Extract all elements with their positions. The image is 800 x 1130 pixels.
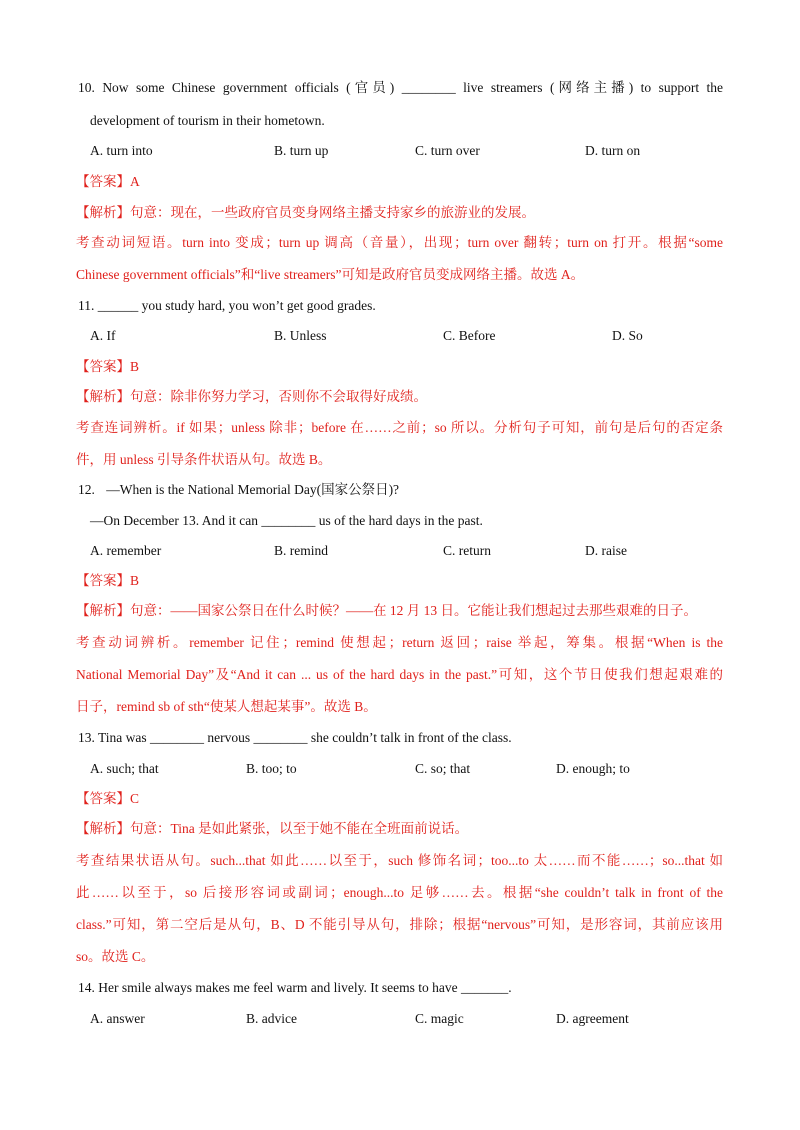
answer-label: 【答案】C (76, 791, 140, 806)
question-13-stem (78, 729, 512, 747)
explanation-line: 考查连词辨析。if 如果；unless 除非；before 在……之前；so 所以。分析句子可知，前句是后句的否定条 (76, 420, 723, 435)
option-d: D. So (612, 328, 643, 343)
question-10-stem-line2: development of tourism in their hometown. (90, 113, 325, 128)
answer-label: 【答案】B (76, 359, 140, 374)
explanation-line: 【解析】句意：除非你努力学习，否则你不会取得好成绩。 (76, 389, 427, 404)
option-a: A. If (90, 328, 116, 343)
question-10-stem-line1 (78, 79, 723, 97)
option-c: C. magic (415, 1011, 464, 1026)
question-number: 10. (78, 80, 95, 95)
option-c: C. return (443, 543, 491, 558)
question-number: 12. (78, 482, 95, 497)
explanation-line: 考查动词辨析。remember 记住；remind 使想起；return 返回；raise 举起，筹集。根据“When is the (76, 635, 723, 650)
option-c: C. so; that (415, 761, 471, 776)
option-c: C. turn over (415, 143, 480, 158)
option-d: D. raise (585, 543, 627, 558)
option-a: A. turn into (90, 143, 153, 158)
explanation-line: National Memorial Day”及“And it can ... us of the hard days in the past.”可知，这个节日使我们想起艰难的 (76, 667, 723, 682)
option-d: D. enough; to (556, 761, 630, 776)
explanation-line: 【解析】句意：现在，一些政府官员变身网络主播支持家乡的旅游业的发展。 (76, 205, 535, 220)
option-d: D. turn on (585, 143, 641, 158)
question-text: ______ you study hard, you won’t get good grades. (97, 298, 376, 313)
explanation-line: 日子，remind sb of sth“使某人想起某事”。故选 B。 (76, 699, 377, 714)
explanation-line: 【解析】句意：——国家公祭日在什么时候？——在 12 月 13 日。它能让我们想起过去那些艰难的日子。 (76, 603, 697, 618)
question-text: Tina was ________ nervous ________ she couldn’t talk in front of the class. (98, 730, 512, 745)
option-b: B. remind (274, 543, 328, 558)
option-b: B. too; to (246, 761, 297, 776)
question-text: Now some Chinese government officials (官员) ________ live streamers (网络主播) to support the (102, 80, 724, 95)
question-text: Her smile always makes me feel warm and lively. It seems to have _______. (98, 980, 512, 995)
question-text: —When is the National Memorial Day(国家公祭日)? (106, 482, 400, 497)
option-a: A. remember (90, 543, 162, 558)
option-a: A. answer (90, 1011, 145, 1026)
answer-label: 【答案】A (76, 174, 140, 189)
option-c: C. Before (443, 328, 496, 343)
explanation-line: 考查动词短语。turn into 变成；turn up 调高（音量），出现；turn over 翻转；turn on 打开。根据“some (76, 235, 723, 250)
explanation-line: 件，用 unless 引导条件状语从句。故选 B。 (76, 452, 332, 467)
answer-label: 【答案】B (76, 573, 140, 588)
option-b: B. turn up (274, 143, 329, 158)
explanation-line: 考查结果状语从句。such...that 如此……以至于，such 修饰名词；too...to 太……而不能……；so...that 如 (76, 853, 723, 868)
question-11-stem (78, 297, 376, 315)
option-a: A. such; that (90, 761, 159, 776)
question-number: 11. (78, 298, 95, 313)
question-14-stem (78, 979, 512, 997)
explanation-line: Chinese government officials”和“live streamers”可知是政府官员变成网络主播。故选 A。 (76, 267, 585, 282)
question-12-stem-line1 (78, 481, 399, 499)
question-12-stem-line2: —On December 13. And it can ________ us of the hard days in the past. (90, 513, 483, 528)
option-b: B. advice (246, 1011, 297, 1026)
explanation-line: 此……以至于，so 后接形容词或副词；enough...to 足够……去。根据“she couldn’t talk in front of the (76, 885, 723, 900)
question-number: 14. (78, 980, 95, 995)
option-d: D. agreement (556, 1011, 629, 1026)
option-b: B. Unless (274, 328, 327, 343)
question-number: 13. (78, 730, 95, 745)
explanation-line: class.”可知，第二空后是从句，B、D 不能引导从句，排除；根据“nervous”可知，是形容词，其前应该用 (76, 917, 723, 932)
explanation-line: 【解析】句意：Tina 是如此紧张，以至于她不能在全班面前说话。 (76, 821, 469, 836)
explanation-line: so。故选 C。 (76, 949, 155, 964)
